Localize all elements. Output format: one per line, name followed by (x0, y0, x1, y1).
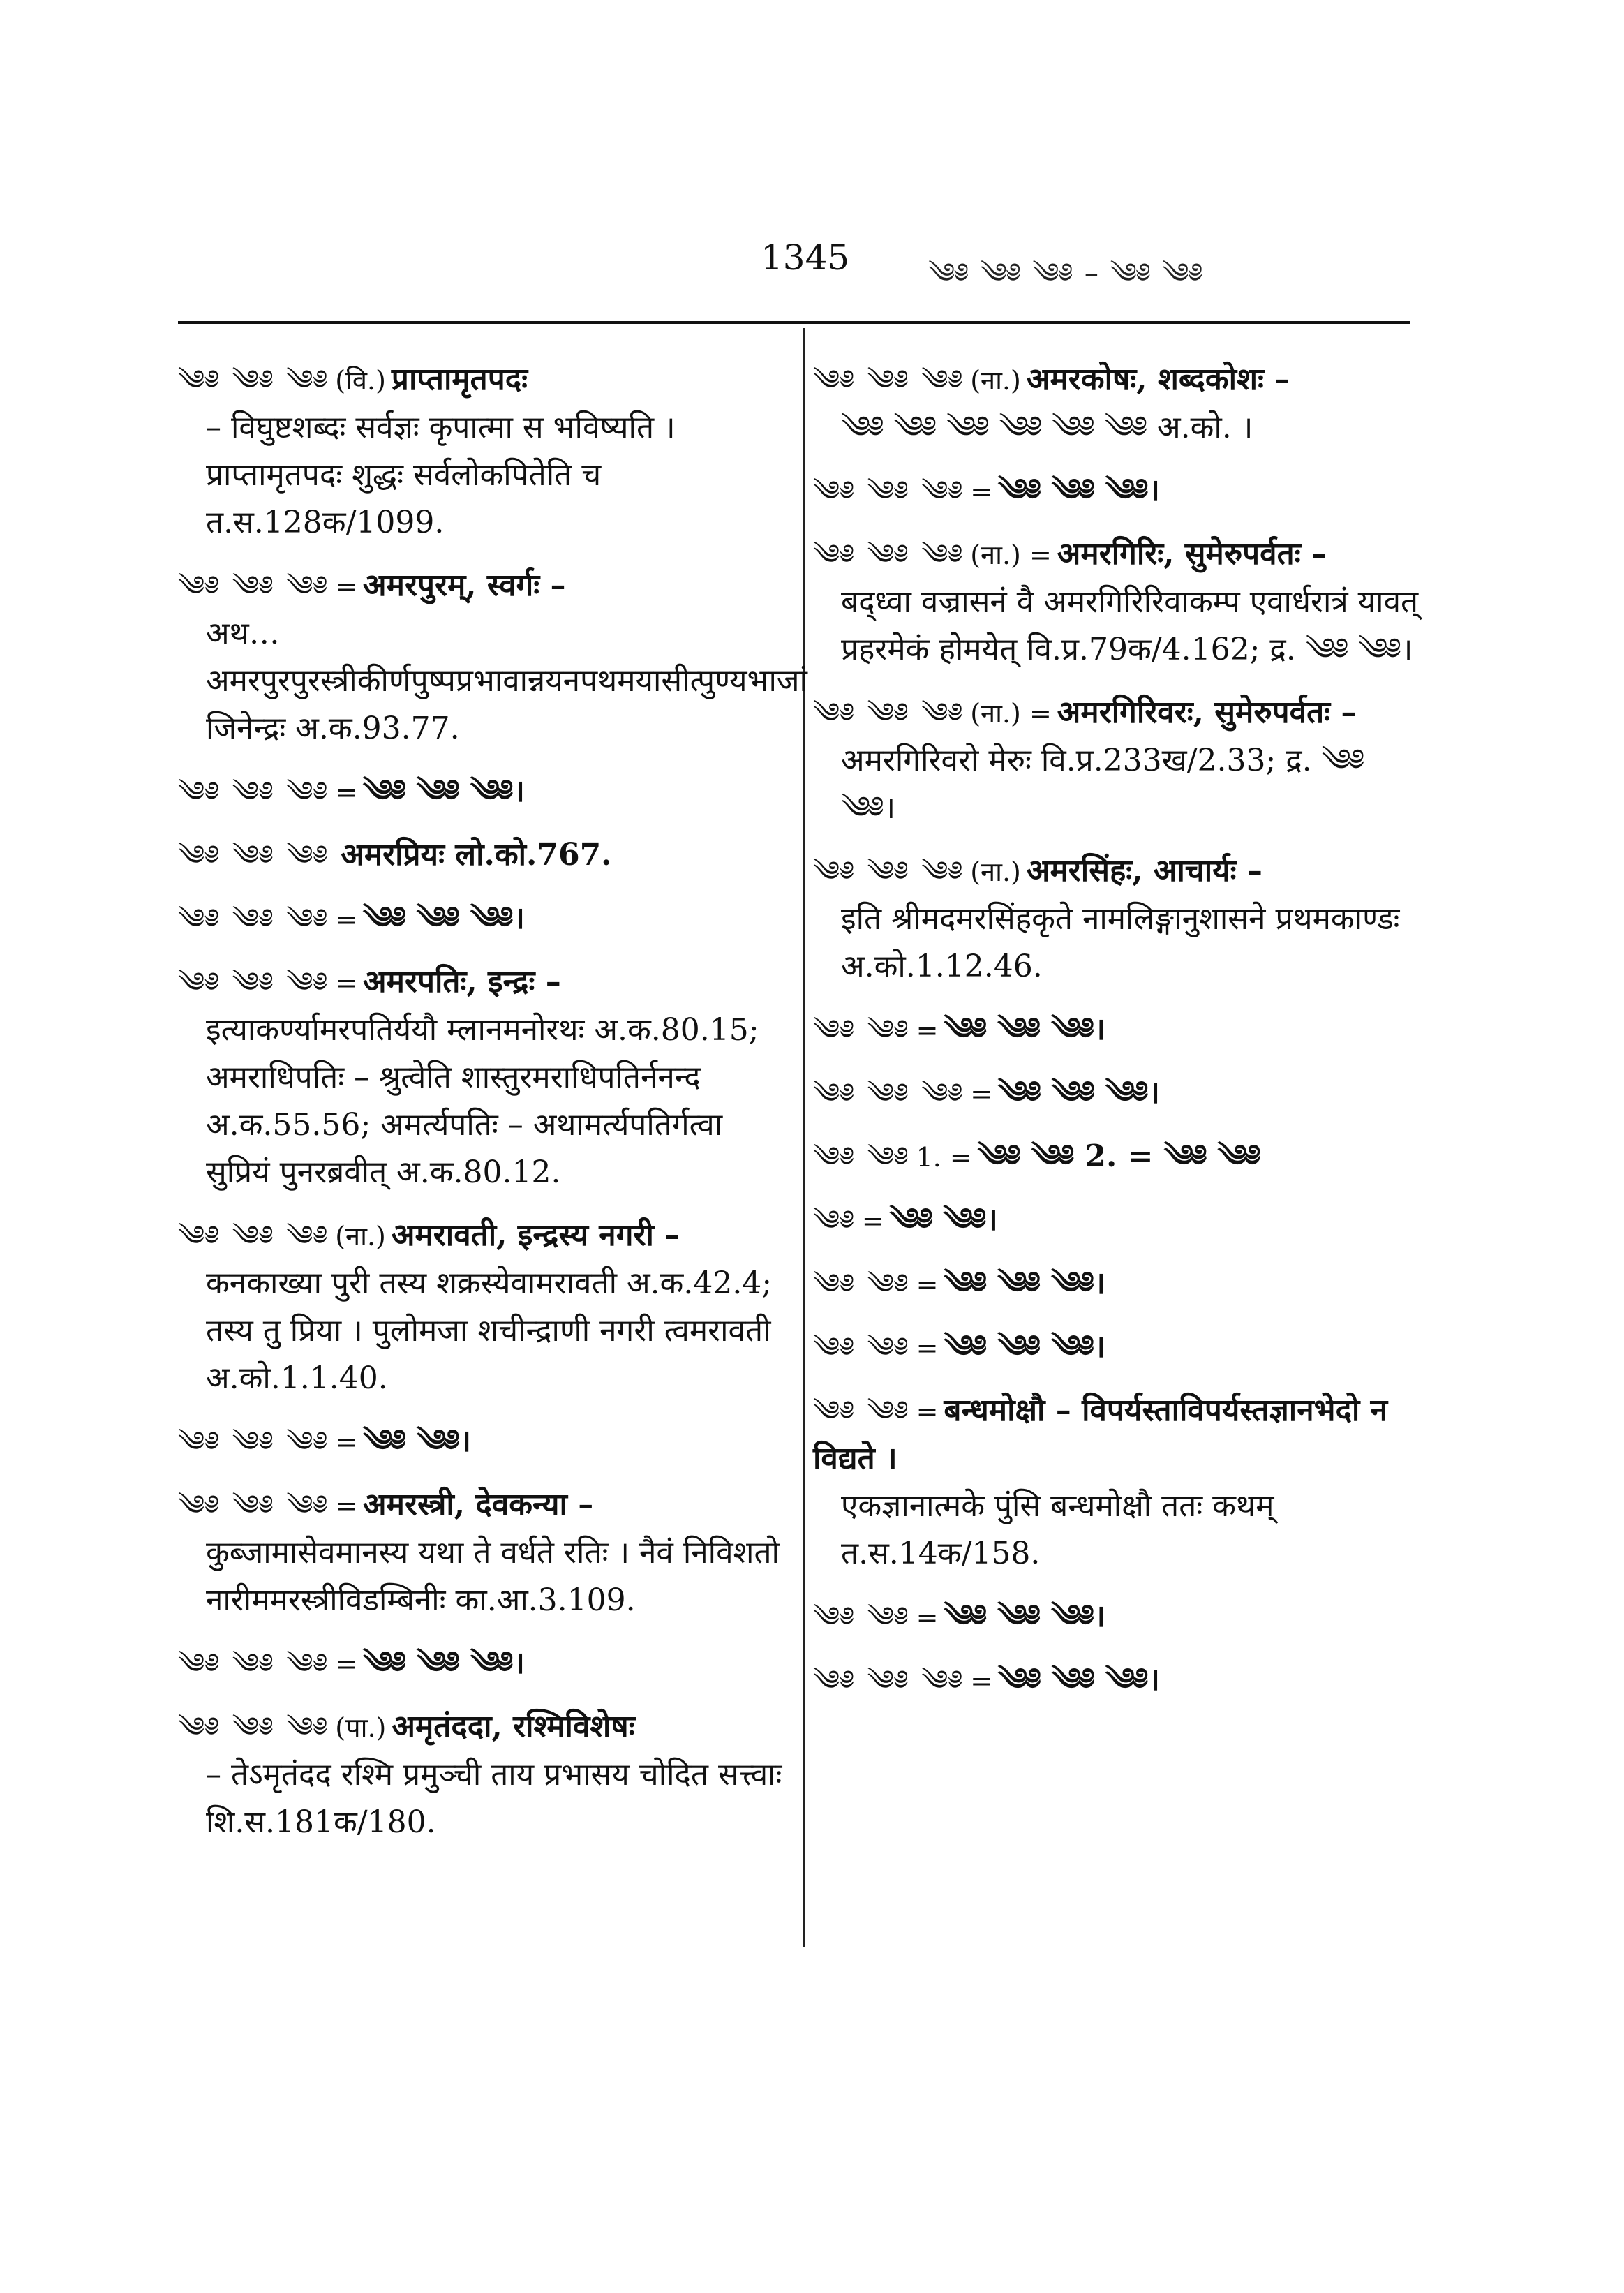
headword: ༄༅ ༄༅ ༄༅ (178, 1220, 330, 1252)
headword: ༄༅ ༄༅ ༄༅ (813, 1665, 965, 1697)
dictionary-entry (813, 356, 1427, 452)
grammar-label: = (335, 1427, 358, 1457)
grammar-label: = (335, 904, 358, 935)
running-head: ༄༅ ༄༅ ༄༅ – ༄༅ ༄༅ (928, 258, 1205, 290)
sanskrit-equivalent: ༄༅ ༄༅ ༄༅। (363, 773, 525, 809)
dictionary-entry (178, 1640, 792, 1688)
column-divider (803, 328, 805, 1947)
dictionary-entry (178, 1703, 792, 1846)
sanskrit-equivalent: अमरकोषः, शब्दकोशः – (1026, 362, 1290, 397)
grammar-label: = (335, 571, 358, 602)
grammar-label: = (335, 967, 358, 998)
entry-body: इति श्रीमदमरसिंहकृते नामलिङ्गानुशासने प्रथमकाण्डः अ.को.1.12.46. (841, 901, 1400, 984)
headword: ༄༅ ༄༅ ༄༅ (178, 1648, 330, 1680)
sanskrit-equivalent: अमरपतिः, इन्द्रः – (363, 964, 561, 1000)
sanskrit-equivalent: अमरस्त्री, देवकन्या – (363, 1487, 594, 1522)
dictionary-entry (178, 1212, 792, 1402)
dictionary-entry (813, 1593, 1427, 1641)
grammar-label: = (916, 1396, 939, 1427)
dictionary-entry (813, 1387, 1427, 1578)
dictionary-entry (178, 1418, 792, 1466)
sanskrit-equivalent: ༄༅ ༄༅ ༄༅। (944, 1329, 1106, 1365)
sanskrit-equivalent: ༄༅ ༄༅ ༄༅। (363, 1645, 525, 1681)
sanskrit-equivalent: प्राप्तामृतपदः (391, 362, 528, 397)
sanskrit-equivalent: अमरगिरिः, सुमेरुपर्वतः – (1057, 536, 1327, 572)
dictionary-entry (178, 1481, 792, 1624)
headword: ༄༅ ༄༅ ༄༅ (178, 570, 330, 602)
grammar-label: (ना.) = (970, 698, 1052, 729)
headword: ༄༅ ༄༅ ༄༅ (178, 776, 330, 808)
entry-body: अमरगिरिवरो मेरुः वि.प्र.233ख/2.33; द्र. ༄༅ ༄༅। (841, 743, 1365, 826)
page-header (761, 237, 1459, 290)
entry-body: कनकाख्या पुरी तस्य शक्रस्येवामरावती अ.क.42.4; तस्य तु प्रिया । पुलोमजा शचीन्द्राणी नगरी त्वमरावती अ.को.1.1.40. (206, 1266, 773, 1396)
dictionary-entry (178, 562, 807, 752)
entry-body: – विघुष्टशब्दः सर्वज्ञः कृपात्मा स भविष्यति । प्राप्तामृतपदः शुद्धः सर्वलोकपितेति च त.स.128क/1099. (206, 410, 676, 540)
right-column (813, 356, 1427, 1720)
entry-body: एकज्ञानात्मके पुंसि बन्धमोक्षौ ततः कथम् त.स.14क/158. (841, 1488, 1274, 1571)
entry-body: – तेऽमृतंदद रश्मि प्रमुञ्ची ताय प्रभासय चोदित सत्त्वाः शि.स.181क/180. (206, 1757, 782, 1840)
header-rule (178, 321, 1410, 324)
grammar-label: = (916, 1269, 939, 1300)
sanskrit-equivalent: ༄༅ ༄༅ ༄༅। (998, 1662, 1160, 1698)
dictionary-entry (813, 1656, 1427, 1705)
grammar-label: = (970, 476, 993, 507)
headword: ༄༅ ༄༅ (813, 1141, 911, 1173)
headword: ༄༅ ༄༅ (813, 1601, 911, 1633)
grammar-label: (वि.) (335, 365, 386, 396)
grammar-label: = (916, 1015, 939, 1046)
grammar-label: = (335, 777, 358, 808)
left-column (178, 356, 807, 1862)
dictionary-entry (813, 1196, 1427, 1245)
grammar-label: (ना.) (335, 1221, 386, 1252)
grammar-label: = (916, 1602, 939, 1633)
sanskrit-equivalent: ༄༅ ༄༅। (363, 1423, 472, 1459)
entry-body: कुब्जामासेवमानस्य यथा ते वर्धते रतिः । नैवं निविशतो नारीममरस्त्रीविडम्बिनीः का.आ.3.109. (206, 1535, 780, 1618)
dictionary-entry (178, 831, 792, 880)
grammar-label: (ना.) = (970, 540, 1052, 570)
grammar-label: = (970, 1078, 993, 1109)
sanskrit-equivalent: ༄༅ ༄༅ 2. = ༄༅ ༄༅ (977, 1138, 1261, 1174)
dictionary-entry (813, 847, 1427, 990)
entry-body: अथ… अमरपुरपुरस्त्रीकीर्णपुष्पप्रभावान्नयनपथमयासीत्पुण्यभाजां जिनेन्द्रः अ.क.93.77. (206, 616, 807, 746)
dictionary-entry (178, 356, 792, 547)
headword: ༄༅ (813, 1205, 856, 1237)
headword: ༄༅ ༄༅ ༄༅ (178, 364, 330, 396)
headword: ༄༅ ༄༅ ༄༅ (813, 697, 965, 729)
dictionary-entry (813, 1323, 1427, 1372)
headword: ༄༅ ༄༅ ༄༅ (813, 539, 965, 571)
entry-body: ༄༅ ༄༅ ༄༅ ༄༅ ༄༅ ༄༅ अ.को. । (841, 410, 1253, 445)
headword: ༄༅ ༄༅ (813, 1332, 911, 1364)
sanskrit-equivalent: ༄༅ ༄༅ ༄༅। (363, 900, 525, 936)
grammar-label: (पा.) (335, 1712, 387, 1743)
dictionary-entry (813, 1069, 1427, 1118)
headword: ༄༅ ༄༅ (813, 1268, 911, 1300)
headword: ༄༅ ༄༅ ༄༅ (813, 1078, 965, 1110)
grammar-label: = (335, 1649, 358, 1679)
sanskrit-equivalent: अमरावती, इन्द्रस्य नगरी – (391, 1217, 680, 1253)
headword: ༄༅ ༄༅ ༄༅ (813, 364, 965, 396)
dictionary-entry (813, 1133, 1427, 1181)
sanskrit-equivalent: अमरसिंहः, आचार्यः – (1026, 853, 1262, 889)
grammar-label: = (916, 1333, 939, 1363)
headword: ༄༅ ༄༅ ༄༅ (178, 1490, 330, 1522)
sanskrit-equivalent: ༄༅ ༄༅ ༄༅। (944, 1266, 1106, 1301)
grammar-label: = (970, 1665, 993, 1696)
dictionary-entry (813, 1006, 1427, 1054)
dictionary-entry (178, 958, 792, 1196)
sanskrit-equivalent: ༄༅ ༄༅ ༄༅। (998, 1075, 1160, 1111)
headword: ༄༅ ༄༅ ༄༅ (178, 840, 330, 872)
headword: ༄༅ ༄༅ ༄༅ (813, 856, 965, 888)
sanskrit-equivalent: ༄༅ ༄༅ ༄༅। (998, 473, 1160, 508)
sanskrit-equivalent: अमरगिरिवरः, सुमेरुपर्वतः – (1057, 695, 1357, 730)
entry-body: बद्ध्वा वज्रासनं वै अमरगिरिरिवाकम्प एवार्धरात्रं यावत् प्रहरमेकं होमयेत् वि.प्र.79क/4.162; द्र. ༄༅ ༄༅। (841, 584, 1419, 667)
grammar-label: = (335, 1490, 358, 1521)
headword: ༄༅ ༄༅ (813, 1014, 911, 1046)
dictionary-entry (178, 895, 792, 943)
sanskrit-equivalent: बन्धमोक्षौ – विपर्यस्ताविपर्यस्तज्ञानभेदो न विद्यते । (813, 1393, 1388, 1476)
dictionary-entry (813, 530, 1427, 674)
sanskrit-equivalent: अमृतंददा, रश्मिविशेषः (392, 1709, 635, 1744)
grammar-label: (ना.) (970, 856, 1021, 887)
sanskrit-equivalent: ༄༅ ༄༅ ༄༅। (944, 1011, 1106, 1047)
sanskrit-equivalent: ༄༅ ༄༅ ༄༅। (944, 1598, 1106, 1634)
sanskrit-equivalent: अमरपुरम्, स्वर्गः – (363, 567, 566, 603)
headword: ༄༅ ༄༅ ༄༅ (813, 475, 965, 507)
dictionary-entry (813, 689, 1427, 832)
grammar-label: (ना.) (970, 365, 1021, 396)
headword: ༄༅ ༄༅ ༄༅ (178, 903, 330, 935)
dictionary-entry (813, 467, 1427, 515)
entry-body: इत्याकर्ण्यामरपतिर्ययौ म्लानमनोरथः अ.क.80.15; अमराधिपतिः – श्रुत्वेति शास्तुरमराधिपतिर्ननन्द अ.क.55.56; अमर्त्यपतिः – अथामर्त्यपतिर्गत्वा सुप्रियं पुनरब्रवीत् अ.क.80.12. (206, 1012, 759, 1190)
headword: ༄༅ ༄༅ (813, 1395, 911, 1427)
dictionary-entry (813, 1260, 1427, 1308)
headword: ༄༅ ༄༅ ༄༅ (178, 1426, 330, 1458)
headword: ༄༅ ༄༅ ༄༅ (178, 1712, 330, 1744)
sanskrit-equivalent: अमरप्रियः लो.को.767. (341, 837, 612, 873)
dictionary-entry (178, 768, 792, 816)
page-number: 1345 (761, 237, 850, 278)
headword: ༄༅ ༄༅ ༄༅ (178, 967, 330, 999)
sanskrit-equivalent: ༄༅ ༄༅। (889, 1202, 998, 1238)
grammar-label: 1. = (916, 1142, 972, 1173)
grammar-label: = (861, 1205, 884, 1236)
